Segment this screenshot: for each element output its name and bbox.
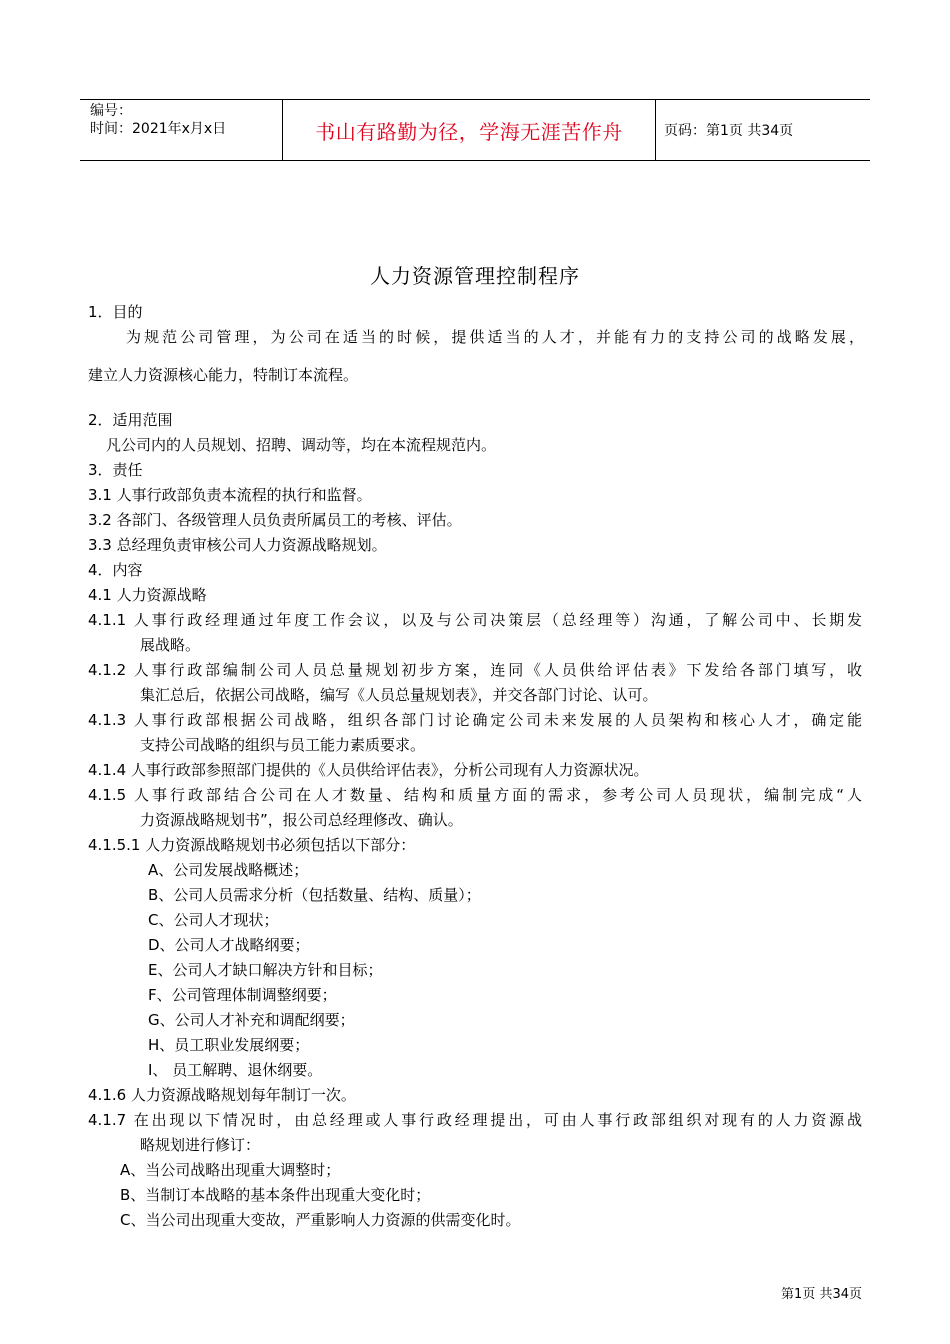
list-item: A、当公司战略出现重大调整时；	[120, 1161, 341, 1179]
paragraph-line: 为规范公司管理，为公司在适当的时候，提供适当的人才，并能有力的支持公司的战略发展，	[126, 328, 864, 346]
section-heading-purpose: 1．目的	[88, 303, 143, 321]
clause-item: 4.1.7 在出现以下情况时，由总经理或人事行政经理提出，可由人事行政部组织对现有的人力资源战	[88, 1111, 862, 1129]
clause-continuation: 集汇总后，依据公司战略，编写《人员总量规划表》，并交各部门讨论、认可。	[140, 686, 658, 704]
clause-continuation: 略规划进行修订：	[140, 1136, 261, 1154]
list-item: C、公司人才现状；	[148, 911, 279, 929]
header-meta-cell	[80, 100, 282, 160]
clause-item: 4.1.4 人事行政部参照部门提供的《人员供给评估表》，分析公司现有人力资源状况。	[88, 761, 649, 779]
paragraph-line: 凡公司内的人员规划、招聘、调动等，均在本流程规范内。	[106, 436, 497, 454]
clause-item: 3.1 人事行政部负责本流程的执行和监督。	[88, 486, 372, 504]
clause-continuation: 支持公司战略的组织与员工能力素质要求。	[140, 736, 426, 754]
clause-continuation: 力资源战略规划书”，报公司总经理修改、确认。	[140, 811, 463, 829]
list-item: B、公司人员需求分析（包括数量、结构、质量）；	[148, 886, 481, 904]
list-item: A、公司发展战略概述；	[148, 861, 309, 879]
document-time-label: 时间：2021年x月x日	[90, 121, 227, 137]
clause-continuation: 展战略。	[140, 636, 201, 654]
clause-item: 4.1.6 人力资源战略规划每年制订一次。	[88, 1086, 356, 1104]
clause-item: 4.1.1 人事行政经理通过年度工作会议，以及与公司决策层（总经理等）沟通，了解公司中、长期发	[88, 611, 862, 629]
paragraph-line: 建立人力资源核心能力，特制订本流程。	[88, 366, 359, 384]
list-item: F、公司管理体制调整纲要；	[148, 986, 337, 1004]
section-heading-scope: 2．适用范围	[88, 411, 173, 429]
clause-item: 4.1.2 人事行政部编制公司人员总量规划初步方案，连同《人员供给评估表》下发给各部门填写，收	[88, 661, 862, 679]
list-item: H、员工职业发展纲要；	[148, 1036, 310, 1054]
page-footer: 第1页 共34页	[781, 1287, 862, 1302]
clause-item: 3.3 总经理负责审核公司人力资源战略规划。	[88, 536, 387, 554]
clause-item: 4.1.5.1 人力资源战略规划书必须包括以下部分：	[88, 836, 416, 854]
section-heading-content: 4．内容	[88, 561, 143, 579]
subsection-heading: 4.1 人力资源战略	[88, 586, 207, 604]
list-item: E、公司人才缺口解决方针和目标；	[148, 961, 383, 979]
list-item: C、当公司出现重大变故，严重影响人力资源的供需变化时。	[120, 1211, 521, 1229]
document-header-table	[80, 99, 870, 161]
clause-item: 4.1.5 人事行政部结合公司在人才数量、结构和质量方面的需求，参考公司人员现状，编制完成“人	[88, 786, 862, 804]
clause-item: 3.2 各部门、各级管理人员负责所属员工的考核、评估。	[88, 511, 462, 529]
section-heading-responsibility: 3．责任	[88, 461, 143, 479]
list-item: B、当制订本战略的基本条件出现重大变化时；	[120, 1186, 431, 1204]
list-item: D、公司人才战略纲要；	[148, 936, 310, 954]
document-title: 人力资源管理控制程序	[370, 264, 580, 288]
list-item: I、 员工解聘、退休纲要。	[148, 1061, 323, 1079]
header-motto: 书山有路勤为径，学海无涯苦作舟	[282, 100, 656, 160]
clause-item: 4.1.3 人事行政部根据公司战略，组织各部门讨论确定公司未来发展的人员架构和核心人才，确定能	[88, 711, 862, 729]
header-page-info: 页码：第1页 共34页	[664, 123, 794, 139]
list-item: G、公司人才补充和调配纲要；	[148, 1011, 355, 1029]
document-number-label: 编号：	[90, 103, 132, 119]
